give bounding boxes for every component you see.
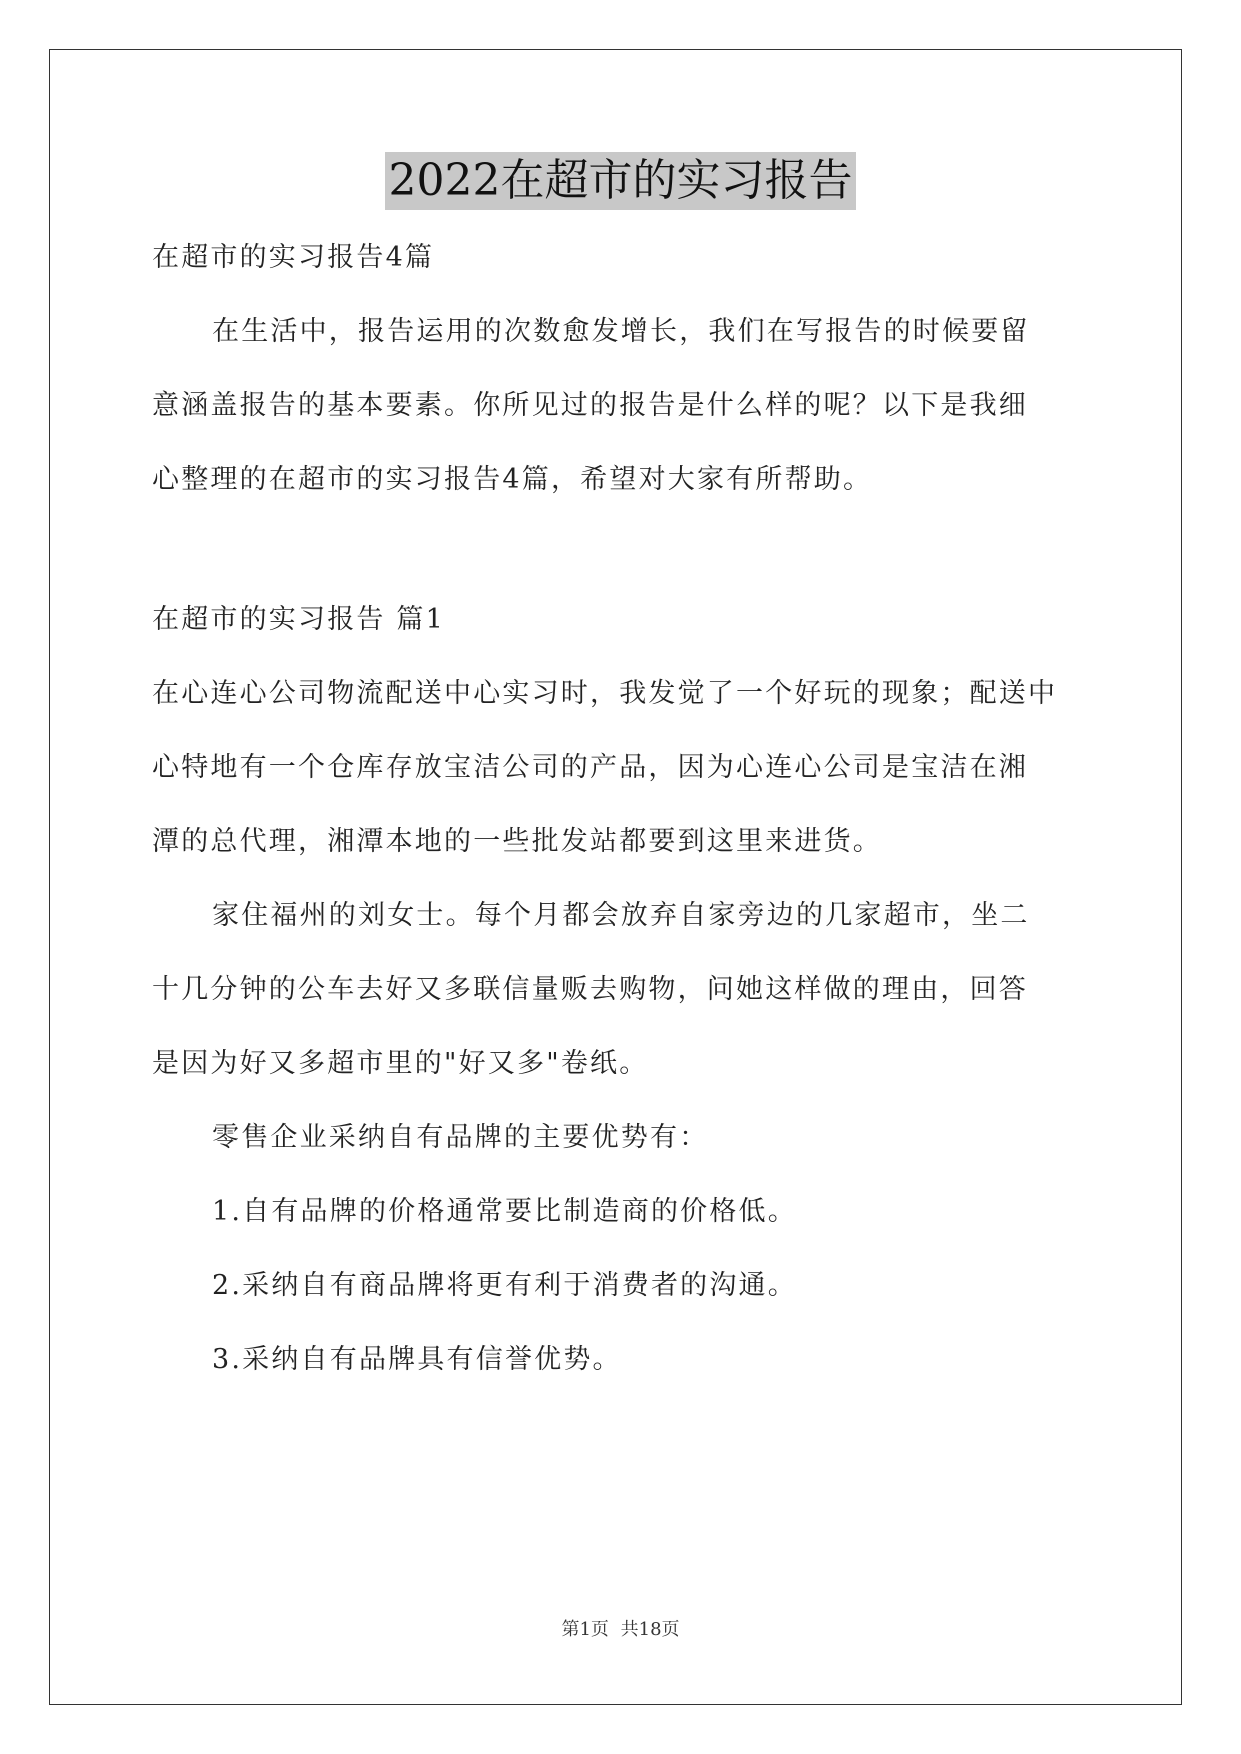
- intro-line-3: 心整理的在超市的实习报告4篇，希望对大家有所帮助。: [152, 464, 873, 495]
- title-container: [0, 152, 1241, 210]
- document-subtitle: 在超市的实习报告4篇: [152, 242, 435, 273]
- page-number: 第1页: [561, 1619, 609, 1640]
- document-title: 2022在超市的实习报告: [385, 152, 857, 210]
- intro-line-2: 意涵盖报告的基本要素。你所见过的报告是什么样的呢？以下是我细: [152, 390, 1028, 421]
- intro-line-1: 在生活中，报告运用的次数愈发增长，我们在写报告的时候要留: [212, 316, 1030, 347]
- paragraph-line: 潭的总代理，湘潭本地的一些批发站都要到这里来进货。: [152, 826, 882, 857]
- paragraph-line: 零售企业采纳自有品牌的主要优势有：: [212, 1122, 709, 1153]
- paragraph-line: 在心连心公司物流配送中心实习时，我发觉了一个好玩的现象；配送中: [152, 678, 1058, 709]
- page-border: [49, 49, 1182, 1705]
- paragraph-line: 是因为好又多超市里的"好又多"卷纸。: [152, 1048, 649, 1079]
- list-item-2: 2.采纳自有商品牌将更有利于消费者的沟通。: [212, 1270, 797, 1301]
- total-pages: 共18页: [620, 1619, 680, 1640]
- list-item-1: 1.自有品牌的价格通常要比制造商的价格低。: [212, 1196, 797, 1227]
- list-item-3: 3.采纳自有品牌具有信誉优势。: [212, 1344, 622, 1375]
- section-heading: 在超市的实习报告 篇1: [152, 604, 445, 635]
- paragraph-line: 心特地有一个仓库存放宝洁公司的产品，因为心连心公司是宝洁在湘: [152, 752, 1028, 783]
- paragraph-line: 家住福州的刘女士。每个月都会放弃自家旁边的几家超市，坐二: [212, 900, 1030, 931]
- page-footer: [0, 1618, 1241, 1642]
- paragraph-line: 十几分钟的公车去好又多联信量贩去购物，问她这样做的理由，回答: [152, 974, 1028, 1005]
